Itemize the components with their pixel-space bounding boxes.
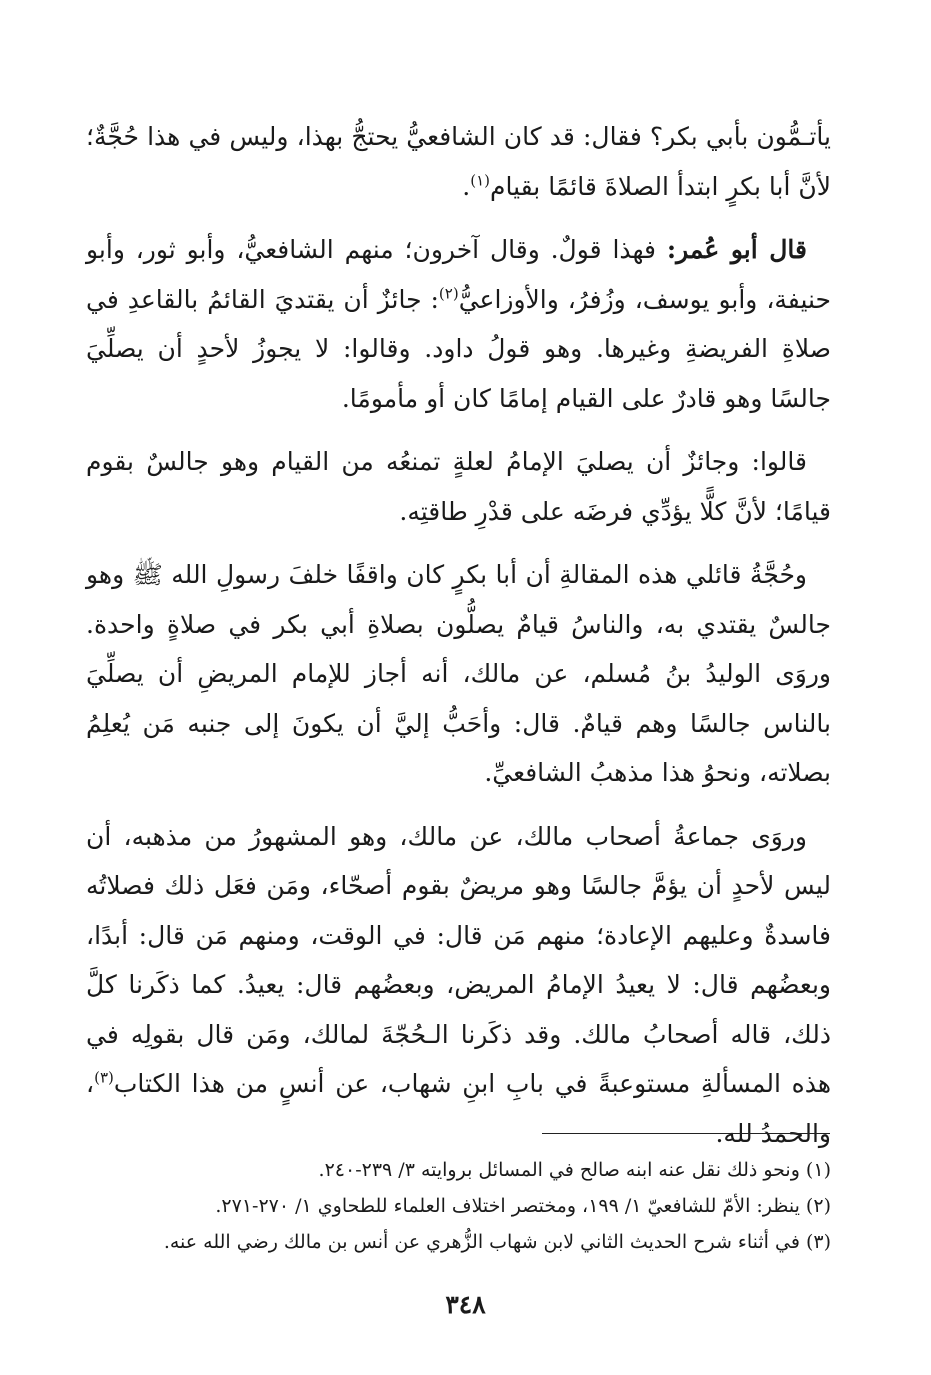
paragraph-2-tail: : جائزٌ أن يقتديَ القائمُ بالقاعدِ في صلاةِ الفريضةِ وغيرها. وهو قولُ داود. وقالوا: لا يجوزُ لأحدٍ أن يصلِّيَ جالسًا وهو قادرٌ على القيام إمامًا كان أو مأمومًا. <box>86 284 831 413</box>
paragraph-4 <box>86 550 831 798</box>
footnote-2: (٢) ينظر: الأمّ للشافعيّ ١/ ١٩٩، ومختصر اختلاف العلماء للطحاوي ١/ ٢٧٠-٢٧١. <box>215 1195 831 1217</box>
page-number: ٣٤٨ <box>445 1290 486 1319</box>
paragraph-5-text: وروَى جماعةُ أصحاب مالك، عن مالك، وهو المشهورُ من مذهبه، أن ليس لأحدٍ أن يؤمَّ جالسًا وهو مريضٌ بقوم أصحّاء، ومَن فعَل ذلك فصلاتُه فاسدةٌ وعليهم الإعادة؛ منهم مَن قال: في الوقت، ومنهم مَن قال: أبدًا، وبعضُهم قال: لا يعيدُ الإمامُ المريض، وبعضُهم قال: يعيدُ. كما ذكَرنا كلَّ ذلك، قاله أصحابُ مالك. وقد ذكَرنا الـحُجّةَ لمالك، ومَن قال بقولِه في هذه المسألةِ مستوعبةً في بابِ ابنِ شهاب، عن أنسٍ من هذا الكتاب <box>86 821 831 1098</box>
paragraph-4-text: وحُجَّةُ قائلي هذه المقالةِ أن أبا بكرٍ كان واقفًا خلفَ رسولِ الله ﷺ وهو جالسٌ يقتدي به، والناسُ قيامٌ يصلُّون بصلاةِ أبي بكر في صلاةٍ واحدة. وروَى الوليدُ بنُ مُسلم، عن مالك، أنه أجاز للإمام المريضِ أن يصلِّيَ بالناس جالسًا وهم قيامٌ. قال: وأحَبُّ إليَّ أن يكونَ إلى جنبه مَن يُعلِمُ بصلاته، ونحوُ هذا مذهبُ الشافعيِّ. <box>86 560 831 787</box>
paragraph-2 <box>86 225 831 423</box>
paragraph-1 <box>86 112 831 211</box>
footnotes <box>86 1152 831 1260</box>
paragraph-2-lead: قال أبو عُمر: <box>666 235 807 264</box>
paragraph-3 <box>86 437 831 536</box>
paragraph-5 <box>86 812 831 1159</box>
paragraph-1-text: يأتـمُّون بأبي بكر؟ فقال: قد كان الشافعيُّ يحتجُّ بهذا، وليس في هذا حُجَّةٌ؛ لأنَّ أبا بكرٍ ابتدأ الصلاةَ قائمًا بقيام <box>86 122 831 201</box>
footnote-ref-3: (٣) <box>94 1068 114 1087</box>
paragraph-1-tail: . <box>462 171 471 201</box>
footnote-1: (١) ونحو ذلك نقل عنه ابنه صالح في المسائل بروايته ٣/ ٢٣٩-٢٤٠. <box>318 1159 831 1181</box>
footnote-ref-2: (٢) <box>438 284 459 303</box>
footnote-3: (٣) في أثناء شرح الحديث الثاني لابن شهاب الزُّهري عن أنس بن مالك رضي الله عنه. <box>163 1231 831 1253</box>
paragraph-2-text: فهذا قولٌ. وقال آخرون؛ منهم الشافعيُّ، وأبو ثور، وأبو حنيفة، وأبو يوسف، وزُفرُ، والأوزاعيُّ <box>86 235 831 314</box>
footnote-ref-1: (١) <box>470 171 490 190</box>
main-text <box>86 112 831 1172</box>
paragraph-5-tail: ، والحمدُ لله. <box>86 1069 831 1148</box>
footnote-separator <box>542 1133 830 1134</box>
paragraph-3-text: قالوا: وجائزٌ أن يصليَ الإمامُ لعلةٍ تمنعُه من القيام وهو جالسٌ بقوم قيامًا؛ لأنَّ كلًّا يؤدِّي فرضَه على قدْرِ طاقتِه. <box>86 447 831 526</box>
